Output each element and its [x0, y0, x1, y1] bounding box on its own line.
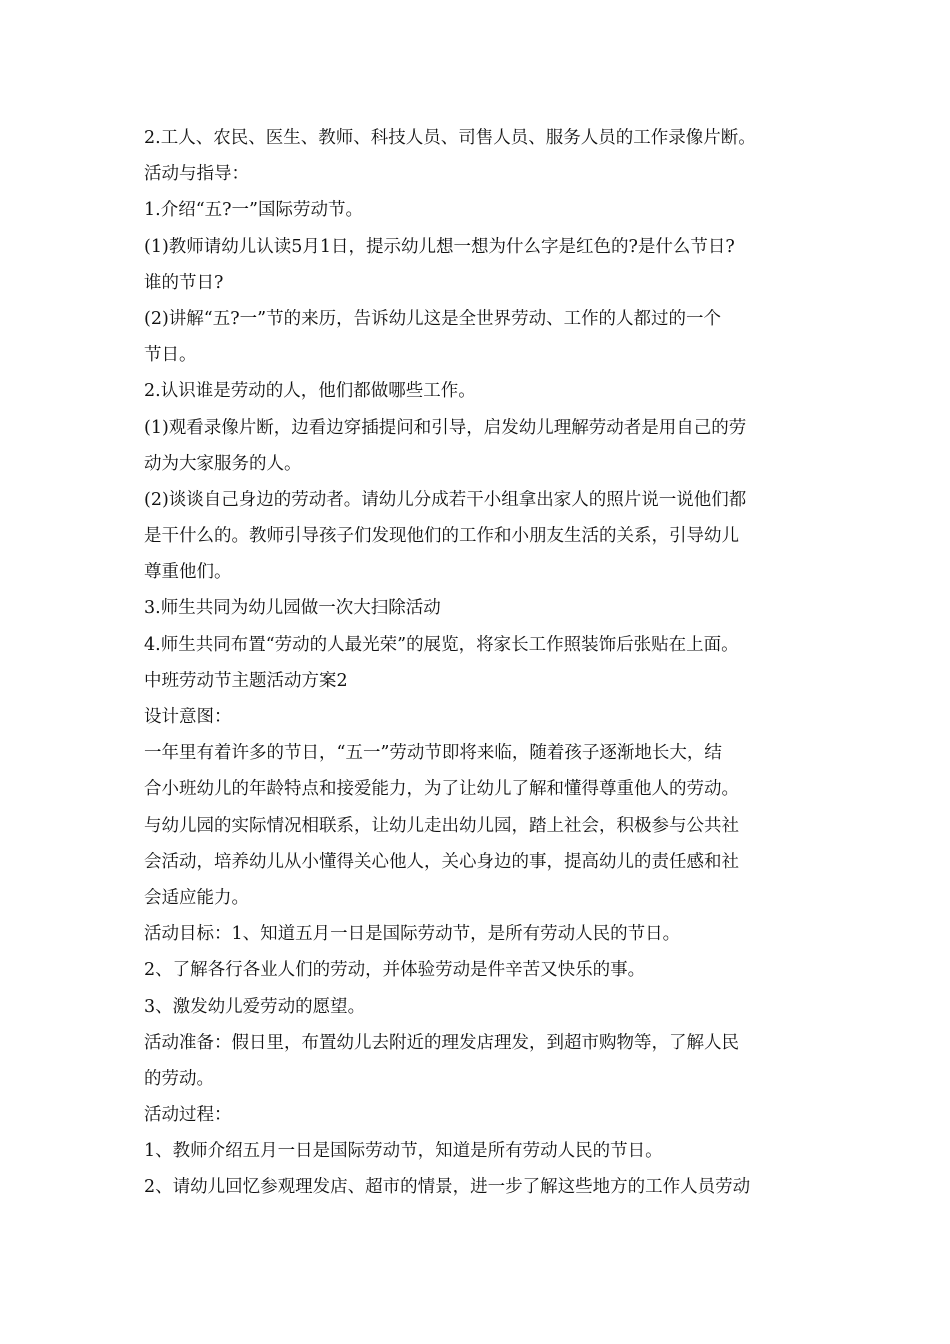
text-line: 是干什么的。教师引导孩子们发现他们的工作和小朋友生活的关系，引导幼儿	[144, 526, 739, 547]
text-line: 尊重他们。	[144, 562, 232, 583]
text-line: (1)教师请幼儿认读5月1日，提示幼儿想一想为什么字是红色的?是什么节日?	[144, 236, 735, 257]
text-line: 合小班幼儿的年龄特点和接爱能力，为了让幼儿了解和懂得尊重他人的劳动。	[144, 779, 739, 800]
text-line: 2、了解各行各业人们的劳动，并体验劳动是件辛苦又快乐的事。	[144, 960, 646, 981]
text-line: 会活动，培养幼儿从小懂得关心他人，关心身边的事，提高幼儿的责任感和社	[144, 851, 739, 872]
text-line: 动为大家服务的人。	[144, 453, 302, 474]
text-line: 设计意图：	[144, 707, 232, 727]
text-line: 3.师生共同为幼儿园做一次大扫除活动	[144, 598, 441, 619]
section-heading: 中班劳动节主题活动方案2	[144, 670, 348, 691]
text-line: 4.师生共同布置“劳动的人最光荣”的展览，将家长工作照装饰后张贴在上面。	[144, 634, 739, 655]
text-line: 1.介绍“五?一”国际劳动节。	[144, 200, 363, 221]
text-line: 活动与指导：	[144, 164, 249, 185]
document-body	[144, 120, 809, 1206]
text-line: 3、激发幼儿爱劳动的愿望。	[144, 996, 366, 1017]
text-line: 活动目标：1、知道五月一日是国际劳动节，是所有劳动人民的节日。	[144, 924, 681, 945]
text-line: 节日。	[144, 345, 197, 366]
text-line: 与幼儿园的实际情况相联系，让幼儿走出幼儿园，踏上社会，积极参与公共社	[144, 815, 739, 836]
text-line: 一年里有着许多的节日，“五一”劳动节即将来临，随着孩子逐渐地长大，结	[144, 743, 722, 764]
text-line: 活动准备：假日里，布置幼儿去附近的理发店理发，到超市购物等，了解人民	[144, 1032, 739, 1053]
text-line: 1、教师介绍五月一日是国际劳动节，知道是所有劳动人民的节日。	[144, 1141, 663, 1162]
text-line: 的劳动。	[144, 1068, 214, 1089]
text-line: 2.工人、农民、医生、教师、科技人员、司售人员、服务人员的工作录像片断。	[144, 128, 756, 148]
text-line: 谁的节日?	[144, 272, 224, 293]
text-line: 2.认识谁是劳动的人，他们都做哪些工作。	[144, 381, 476, 402]
text-line: (2)谈谈自己身边的劳动者。请幼儿分成若干小组拿出家人的照片说一说他们都	[144, 489, 747, 510]
text-line: (2)讲解“五?一”节的来历，告诉幼儿这是全世界劳动、工作的人都过的一个	[144, 308, 722, 329]
text-line: 会适应能力。	[144, 887, 249, 908]
text-line: (1)观看录像片断，边看边穿插提问和引导，启发幼儿理解劳动者是用自己的劳	[144, 417, 747, 438]
text-line: 活动过程：	[144, 1105, 232, 1126]
text-line: 2、请幼儿回忆参观理发店、超市的情景，进一步了解这些地方的工作人员劳动	[144, 1177, 751, 1198]
